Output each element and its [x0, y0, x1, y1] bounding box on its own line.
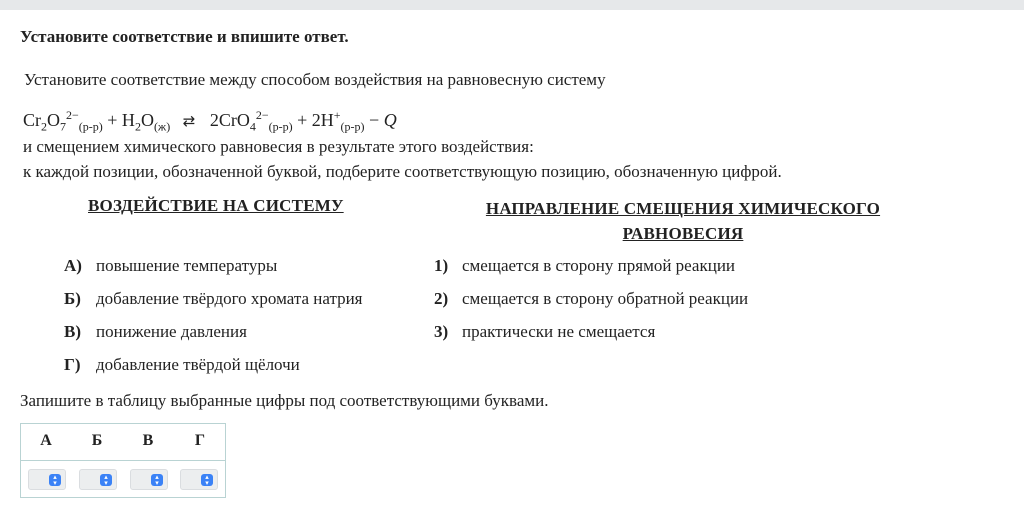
- item-key: 2): [434, 289, 449, 308]
- answer-header-a: А: [40, 432, 52, 449]
- right-item-3: [434, 322, 655, 342]
- item-key: А): [64, 256, 82, 275]
- formula-sub: (р-р): [268, 119, 293, 134]
- item-key: Г): [64, 355, 81, 374]
- item-text: смещается в сторону обратной реакции: [462, 289, 749, 308]
- item-key: 3): [434, 322, 449, 341]
- answer-select-g[interactable]: [180, 469, 218, 490]
- answer-instruction: Запишите в таблицу выбранные цифры под соответствующими буквами.: [20, 391, 549, 410]
- formula-part: Cr: [23, 110, 41, 130]
- item-key: 1): [434, 256, 449, 275]
- formula-part: −: [364, 110, 384, 130]
- item-text: понижение давления: [96, 322, 247, 341]
- left-column-header: ВОЗДЕЙСТВИЕ НА СИСТЕМУ: [88, 196, 344, 215]
- formula-part: O: [140, 110, 154, 130]
- task-text-line: к каждой позиции, обозначенной буквой, подберите соответствующую позицию, обозначенную цифрой.: [23, 162, 782, 181]
- formula-part: O: [47, 110, 60, 130]
- right-item-1: [434, 256, 735, 276]
- formula-sub: 2: [41, 119, 47, 134]
- answer-table: [20, 423, 226, 498]
- formula-sup: +: [333, 108, 341, 122]
- left-item-a: [64, 256, 277, 276]
- formula-sup: 2−: [255, 108, 269, 122]
- select-arrows-icon[interactable]: ▴ ▾: [100, 474, 112, 486]
- item-text: повышение температуры: [96, 256, 278, 275]
- select-arrows-icon[interactable]: ▴ ▾: [201, 474, 213, 486]
- reaction-equation: [23, 108, 397, 135]
- answer-select-b[interactable]: [79, 469, 117, 490]
- formula-q: Q: [383, 110, 397, 130]
- item-text: добавление твёрдого хромата натрия: [96, 289, 363, 308]
- left-item-g: [64, 355, 300, 375]
- select-arrows-icon[interactable]: ▴ ▾: [49, 474, 61, 486]
- left-item-v: [64, 322, 247, 342]
- formula-part: 2CrO: [209, 110, 250, 130]
- formula-sub: 2: [134, 119, 141, 134]
- answer-header-b: Б: [91, 432, 103, 449]
- formula-sub: 7: [60, 119, 66, 134]
- item-text: добавление твёрдой щёлочи: [96, 355, 300, 374]
- item-key: В): [64, 322, 81, 341]
- formula-sub: (р-р): [340, 119, 365, 134]
- task-intro: Установите соответствие между способом воздействия на равновесную систему: [24, 70, 606, 89]
- answer-select-v[interactable]: [130, 469, 168, 490]
- equilibrium-arrow-icon: ⇄: [182, 112, 196, 130]
- task-text-line: и смещением химического равновесия в результате этого воздействия:: [23, 137, 534, 156]
- right-column-header: НАПРАВЛЕНИЕ СМЕЩЕНИЯ ХИМИЧЕСКОГО РАВНОВЕСИЯ: [485, 199, 881, 243]
- left-item-b: [64, 289, 363, 309]
- item-text: смещается в сторону прямой реакции: [462, 256, 736, 275]
- item-text: практически не смещается: [462, 322, 656, 341]
- formula-sub: 4: [249, 119, 256, 134]
- answer-table-divider: [21, 460, 225, 461]
- formula-part: + H: [102, 110, 135, 130]
- formula-sup: 2−: [66, 108, 79, 122]
- answer-select-a[interactable]: [28, 469, 66, 490]
- top-bar: [0, 0, 1024, 10]
- item-key: Б): [64, 289, 81, 308]
- right-item-2: [434, 289, 748, 309]
- formula-sub: (ж): [153, 119, 171, 134]
- formula-part: + 2H: [292, 110, 334, 130]
- answer-header-g: Г: [194, 432, 206, 449]
- select-arrows-icon[interactable]: ▴ ▾: [151, 474, 163, 486]
- task-title: Установите соответствие и впишите ответ.: [20, 27, 349, 46]
- answer-header-v: В: [142, 432, 154, 449]
- formula-sub: (р-р): [78, 119, 103, 134]
